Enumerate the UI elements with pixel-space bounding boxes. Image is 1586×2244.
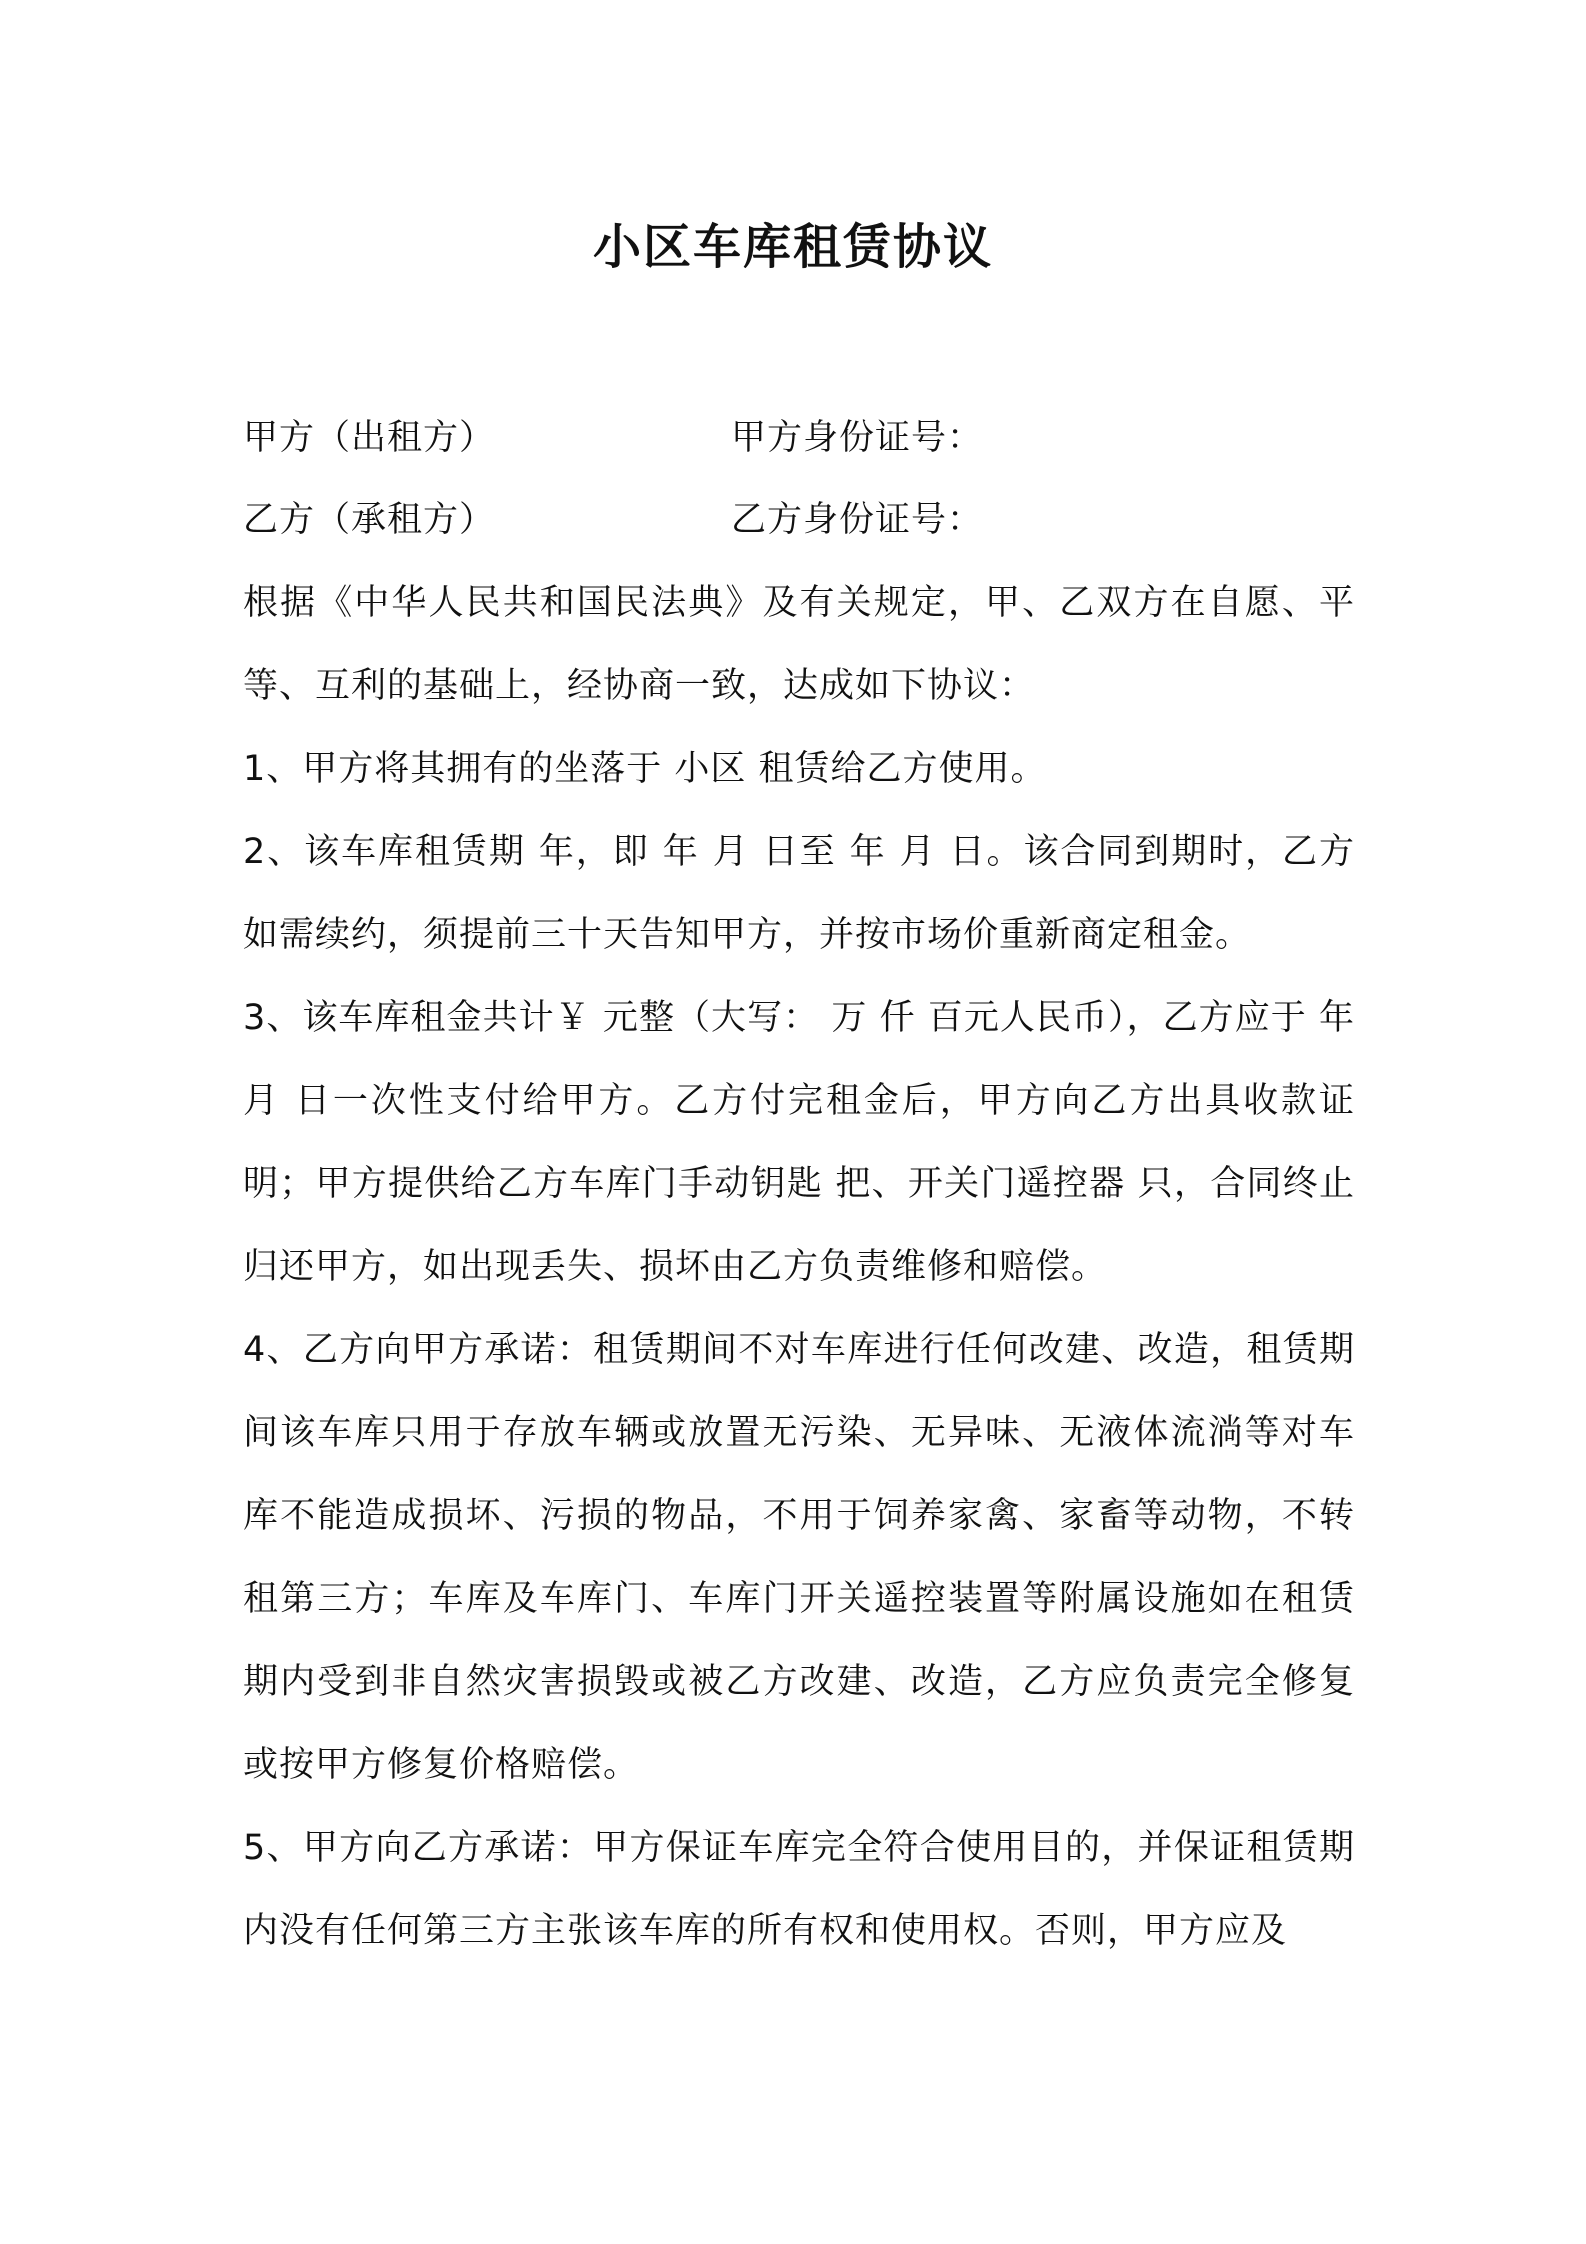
agreement-body [243,562,1355,1973]
clause-5: 5、甲方向乙方承诺：甲方保证车库完全符合使用目的，并保证租赁期内没有任何第三方主张该车库的所有权和使用权。否则，甲方应及 [243,1828,1355,1951]
document-title: 小区车库租赁协议 [592,219,993,275]
party-b-id-label: 乙方身份证号： [731,500,984,540]
clause-4: 4、乙方向甲方承诺：租赁期间不对车库进行任何改建、改造，租赁期间该车库只用于存放车辆或放置无污染、无异味、无液体流淌等对车库不能造成损坏、污损的物品，不用于饲养家禽、家畜等动物，不转租第三方；车库及车库门、车库门开关遥控装置等附属设施如在租赁期内受到非自然灾害损毁或被乙方改建、改造，乙方应负责完全修复或按甲方修复价格赔偿。 [243,1330,1355,1785]
party-a-id-label: 甲方身份证号： [731,418,984,458]
party-b-row [243,490,1363,550]
preamble-paragraph: 根据《中华人民共和国民法典》及有关规定，甲、乙双方在自愿、平等、互利的基础上，经协商一致，达成如下协议： [243,583,1355,706]
party-a-row [243,408,1363,468]
party-b-label: 乙方（承租方） [243,500,496,540]
party-a-label: 甲方（出租方） [243,418,496,458]
clause-3: 3、该车库租金共计￥ 元整（大写： 万 仟 百元人民币），乙方应于 年 月 日一次性支付给甲方。乙方付完租金后，甲方向乙方出具收款证明；甲方提供给乙方车库门手动钥匙 把、开关门遥控器 只，合同终止归还甲方，如出现丢失、损坏由乙方负责维修和赔偿。 [243,998,1355,1287]
clause-2: 2、该车库租赁期 年，即 年 月 日至 年 月 日。该合同到期时，乙方如需续约，须提前三十天告知甲方，并按市场价重新商定租金。 [243,832,1355,955]
clause-1: 1、甲方将其拥有的坐落于 小区 租赁给乙方使用。 [243,749,1047,789]
